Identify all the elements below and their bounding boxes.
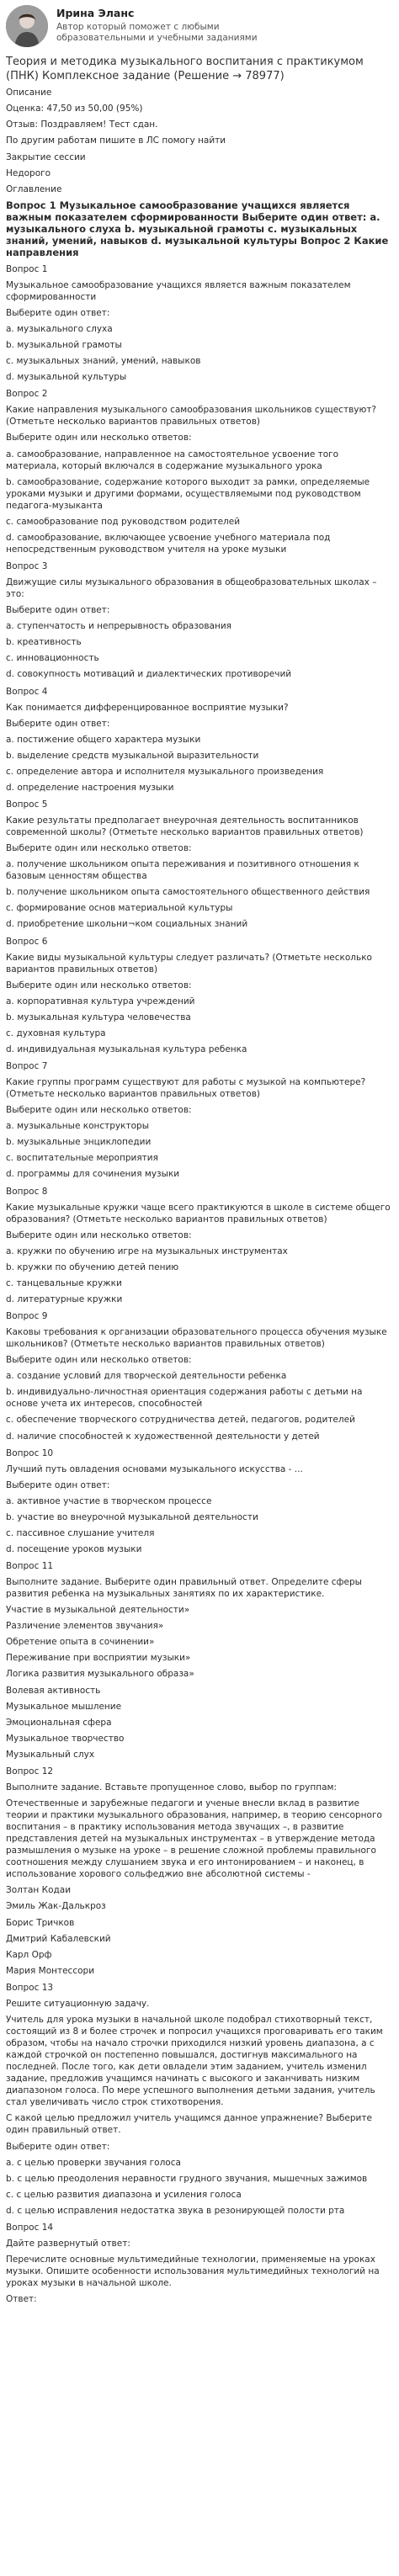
question-label: Вопрос 10 (6, 1447, 54, 1458)
question-text: Отечественные и зарубежные педагоги и ученые внесли вклад в развитие теории и практики музыкального образования, например, в теорию сенсорного воспитания – в практику использования метода звучащих –, в развитие представления детей на музыкальных инструментах – в утверждение метода размышления о музыке на уроке – в решение сложной проблемы правильного соотношения между слушанием звука и его интонированием – и наконец, в использование хорового сольфеджио вне абсолютной системы - (6, 1798, 382, 1880)
question-text: b. с целью преодоления неравности грудного звучания, мышечных зажимов (6, 2173, 368, 2184)
question-text: Как понимается дифференцированное восприятие музыки? (6, 702, 289, 713)
question-text: Какие виды музыкальной культуры следует различать? (Отметьте несколько вариантов правильных ответов) (6, 952, 372, 975)
question-text: b. самообразование, содержание которого выходит за рамки, определяемые уроками музыки и другими формами, осуществляемыми под руководством педагога-музыканта (6, 476, 370, 511)
question-text: Логика развития музыкального образа» (6, 1669, 194, 1680)
question-text: Выберите один или несколько ответов: (6, 1105, 192, 1116)
score-text: Оценка: 47,50 из 50,00 (95%) (6, 104, 143, 114)
question-text: Учитель для урока музыки в начальной школе подобрал стихотворный текст, состоящий из 8 и более строчек и попросил учащихся проговаривать его таким образом, чтобы на начало строчки приходился низкий уровень диапазона, а с каждой строчкой он постепенно повышался, достигнув максимального на последней. После того, как дети овладели этим заданием, учитель изменил задание, предложив учащимся начинать с высокого и заканчивать низким диапазоном голоса. По мере успешного выполнения детьми задания, учитель стал увеличивать число строк стихотворения. (6, 2014, 383, 2108)
question-text: b. музыкальные энциклопедии (6, 1137, 152, 1148)
person-icon (6, 5, 48, 47)
description-label: Описание (6, 88, 52, 98)
question-text: Мария Монтессори (6, 1965, 95, 1976)
question-text: Музыкальное самообразование учащихся является важным показателем сформированности (6, 279, 351, 302)
question-text: c. формирование основ материальной культуры (6, 903, 233, 914)
question-text: d. литературные кружки (6, 1293, 123, 1304)
question-text: Выберите один или несколько ответов: (6, 980, 192, 991)
question-text: c. духовная культура (6, 1028, 106, 1038)
question-text: Выберите один или несколько ответов: (6, 843, 192, 854)
author-header (6, 5, 393, 47)
question-text: b. выделение средств музыкальной выразительности (6, 750, 259, 761)
question-text: a. самообразование, направленное на самостоятельное усвоение того материала, который включался в содержание музыкального урока (6, 449, 339, 471)
question-text: c. музыкальных знаний, умений, навыков (6, 356, 201, 367)
question-text: d. наличие способностей к художественной деятельности у детей (6, 1431, 320, 1442)
question-text: Музыкальное творчество (6, 1733, 125, 1744)
question-text: a. музыкальные конструкторы (6, 1121, 149, 1132)
question-text: a. активное участие в творческом процессе (6, 1495, 212, 1506)
question-text: Обретение опыта в сочинении» (6, 1637, 155, 1648)
question-text: Музыкальный слух (6, 1749, 95, 1760)
question-text: Лучший путь овладения основами музыкального искусства - ... (6, 1463, 303, 1474)
question-label: Вопрос 11 (6, 1561, 54, 1572)
question-text: Карл Орф (6, 1949, 52, 1960)
question-text: Выберите один ответ: (6, 605, 110, 616)
question-text: Какие направления музыкального самообразования школьников существуют? (Отметьте несколько вариантов правильных ответов) (6, 405, 377, 428)
question-label: Вопрос 4 (6, 686, 48, 697)
question-text: b. получение школьником опыта самостоятельного общественного действия (6, 887, 370, 898)
review-text: Отзыв: Поздравляем! Тест сдан. (6, 120, 158, 130)
question-text: a. корпоративная культура учреждений (6, 996, 195, 1006)
question-text: Выберите один ответ: (6, 1479, 110, 1490)
question-label: Вопрос 6 (6, 936, 48, 947)
author-avatar[interactable] (6, 5, 48, 47)
question-text: a. постижение общего характера музыки (6, 734, 201, 745)
question-label: Вопрос 1 (6, 263, 48, 274)
question-text: Участие в музыкальной деятельности» (6, 1605, 190, 1616)
question-text: Эмиль Жак-Далькроз (6, 1901, 106, 1912)
question-text: Движущие силы музыкального образования в общеобразовательных школах – это: (6, 577, 377, 600)
question-text: c. обеспечение творческого сотрудничества детей, педагогов, родителей (6, 1415, 355, 1426)
question-text: a. музыкального слуха (6, 324, 113, 335)
question-text: d. приобретение школьни¬ком социальных знаний (6, 919, 248, 930)
question-text: Дмитрий Кабалевский (6, 1933, 111, 1944)
question-label: Вопрос 7 (6, 1061, 48, 1072)
question-text: c. пассивное слушание учителя (6, 1527, 155, 1538)
question-text: Перечислите основные мультимедийные технологии, применяемые на уроках музыки. Опишите особенности использования мультимедийных технологий на уроках музыки в начальной школе. (6, 2254, 380, 2289)
question-text: b. креативность (6, 637, 82, 648)
question-text: Выберите один ответ: (6, 307, 110, 318)
question-text: d. с целью исправления недостатка звука в резонирующей полости рта (6, 2205, 345, 2216)
question-text: b. участие во внеурочной музыкальной деятельности (6, 1511, 258, 1522)
question-text: c. с целью развития диапазона и усиления голоса (6, 2189, 242, 2200)
toc-label: Оглавление (6, 183, 62, 194)
question-text: Выберите один или несколько ответов: (6, 1355, 192, 1366)
question-text: d. совокупность мотиваций и диалектических противоречий (6, 669, 292, 680)
toc-heading: Вопрос 1 Музыкальное самообразование учащихся является важным показателем сформированности Выберите один ответ: a. музыкального слуха b. музыкальной грамоты c. музыкальных знаний, умений, навыков d. музыкальной культуры Вопрос 2 Какие направления (6, 199, 389, 258)
question-text: Выберите один или несколько ответов: (6, 433, 192, 443)
question-text: Различение элементов звучания» (6, 1621, 164, 1632)
question-text: d. посещение уроков музыки (6, 1543, 142, 1554)
question-text: a. создание условий для творческой деятельности ребенка (6, 1371, 287, 1382)
question-text: b. индивидуально-личностная ориентация содержания работы с детьми на основе учета их интересов, способностей (6, 1387, 363, 1410)
question-text: b. музыкальной грамоты (6, 340, 122, 351)
question-text: c. инновационность (6, 653, 99, 664)
question-text: Золтан Кодаи (6, 1885, 72, 1896)
question-text: c. определение автора и исполнителя музыкального произведения (6, 766, 324, 777)
contact-text: По другим работам пишите в ЛС помогу найти (6, 135, 226, 146)
price-text: Недорого (6, 167, 51, 178)
question-label: Вопрос 9 (6, 1311, 48, 1322)
question-text: b. кружки по обучению детей пению (6, 1261, 179, 1272)
question-text: Выберите один ответ: (6, 2141, 110, 2152)
question-text: Выберите один ответ: (6, 718, 110, 729)
question-text: d. программы для сочинения музыки (6, 1169, 180, 1180)
author-name[interactable]: Ирина Эланс (56, 7, 135, 19)
question-text: Выполните задание. Вставьте пропущенное слово, выбор по группам: (6, 1782, 338, 1793)
question-text: С какой целью предложил учитель учащимся данное упражнение? Выберите один правильный ответ. (6, 2113, 372, 2136)
author-info (56, 5, 258, 45)
document-title: Теория и методика музыкального воспитания с практикумом (ПНК) Комплексное задание (Решение → 78977) (6, 56, 364, 82)
question-text: d. музыкальной культуры (6, 372, 127, 383)
question-text: b. музыкальная культура человечества (6, 1012, 191, 1022)
question-label: Вопрос 5 (6, 799, 48, 810)
question-text: Борис Тричков (6, 1917, 75, 1928)
question-text: Выполните задание. Выберите один правильный ответ. Определите сферы развития ребенка на музыкальных занятиях по их характеристике. (6, 1577, 362, 1600)
question-label: Вопрос 3 (6, 561, 48, 572)
question-text: c. самообразование под руководством родителей (6, 516, 241, 527)
question-text: a. получение школьником опыта переживания и позитивного отношения к базовым ценностям общества (6, 859, 359, 882)
question-text: Музыкальное мышление (6, 1701, 122, 1712)
question-text: Дайте развернутый ответ: (6, 2238, 130, 2249)
question-list (6, 263, 393, 2305)
question-text: Выберите один или несколько ответов: (6, 1230, 192, 1240)
question-text: Эмоциональная сфера (6, 1717, 112, 1728)
question-text: Переживание при восприятии музыки» (6, 1653, 191, 1664)
question-label: Вопрос 13 (6, 1982, 54, 1993)
question-text: a. с целью проверки звучания голоса (6, 2157, 181, 2168)
question-text: Какие музыкальные кружки чаще всего практикуются в школе в системе общего образования? (Отметьте несколько вариантов правильных ответов) (6, 1202, 391, 1224)
question-text: Какие группы программ существуют для работы с музыкой на компьютере? (Отметьте несколько вариантов правильных ответов) (6, 1077, 366, 1100)
question-label: Вопрос 8 (6, 1186, 48, 1197)
question-label: Вопрос 14 (6, 2222, 54, 2233)
question-label: Вопрос 2 (6, 389, 48, 400)
question-text: Какие результаты предполагает внеурочная деятельность воспитанников современной школы? (Отметьте несколько вариантов правильных ответов) (6, 815, 364, 838)
question-text: a. кружки по обучению игре на музыкальных инструментах (6, 1246, 288, 1256)
question-text: d. самообразование, включающее усвоение учебного материала под непосредственным руководством учителя на уроке музыки (6, 532, 331, 555)
question-label: Вопрос 12 (6, 1766, 54, 1777)
session-text: Закрытие сессии (6, 151, 86, 162)
question-text: c. танцевальные кружки (6, 1277, 122, 1288)
question-text: c. воспитательные мероприятия (6, 1153, 158, 1164)
question-text: Волевая активность (6, 1685, 101, 1696)
question-text: a. ступенчатость и непрерывность образования (6, 621, 231, 632)
question-text: d. индивидуальная музыкальная культура ребенка (6, 1044, 247, 1054)
question-text: Ответ: (6, 2294, 37, 2305)
question-text: d. определение настроения музыки (6, 782, 174, 793)
question-text: Каковы требования к организации образовательного процесса обучения музыке школьников? (Отметьте несколько вариантов правильных ответов) (6, 1327, 387, 1350)
author-description: Автор который поможет с любыми образовательными и учебными заданиями (56, 21, 258, 44)
question-text: Решите ситуационную задачу. (6, 1998, 150, 2009)
